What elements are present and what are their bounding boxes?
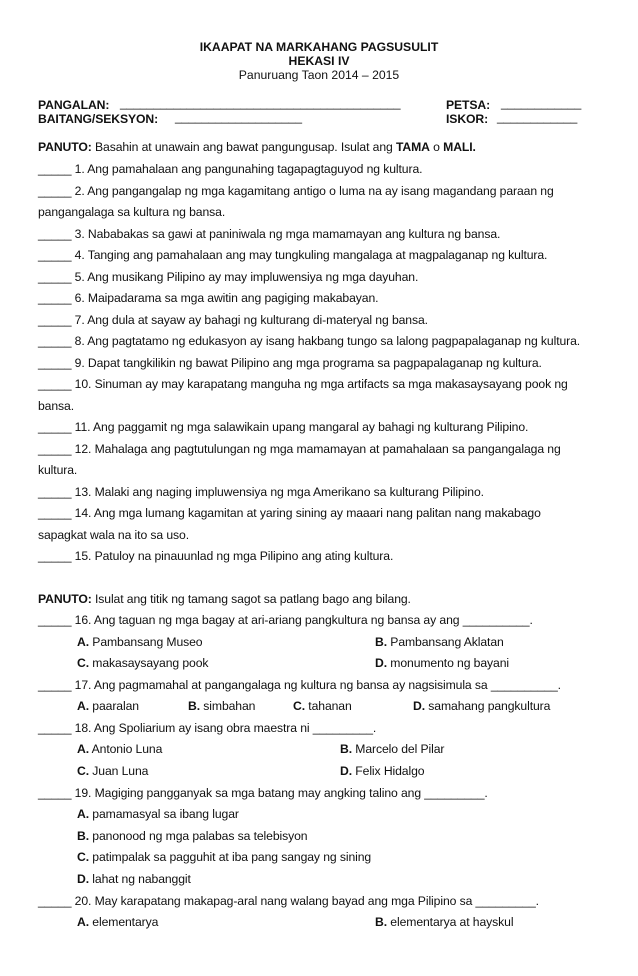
choice bbox=[188, 699, 255, 714]
choice-letter: A. bbox=[77, 699, 89, 713]
list-item: _____ 5. Ang musikang Pilipino ay may impluwensiya ng mga dayuhan. bbox=[38, 270, 419, 284]
choice-letter: B. bbox=[375, 915, 387, 929]
date-field-line: ____________ bbox=[501, 96, 582, 110]
choice bbox=[375, 635, 504, 650]
list-item: _____ 1. Ang pamahalaan ang pangunahing tagapagtaguyod ng kultura. bbox=[38, 162, 423, 176]
choice-text: Marcelo del Pilar bbox=[355, 742, 445, 756]
choice-letter: C. bbox=[77, 850, 89, 864]
choice bbox=[77, 699, 139, 714]
choice bbox=[77, 915, 158, 930]
choice bbox=[413, 699, 550, 714]
score-label: ISKOR: bbox=[446, 112, 489, 126]
choice bbox=[375, 915, 513, 930]
choice-text: samahang pangkultura bbox=[428, 699, 551, 713]
list-item: _____ 4. Tanging ang pamahalaan ang may tungkuling mangalaga at magpalaganap ng kultura. bbox=[38, 248, 548, 262]
list-item: _____ 7. Ang dula at sayaw ay bahagi ng kulturang di-materyal ng bansa. bbox=[38, 313, 428, 327]
list-item: _____ 3. Nababakas sa gawi at paniniwala ng mga mamamayan ang kultura ng bansa. bbox=[38, 227, 501, 241]
question-stem: _____ 19. Magiging pangganyak sa mga batang may angking talino ang _________. bbox=[38, 786, 488, 800]
choice bbox=[340, 742, 444, 757]
choice-letter: D. bbox=[77, 872, 89, 886]
choice bbox=[77, 656, 208, 671]
list-item: sapagkat wala na ito sa uso. bbox=[38, 528, 189, 542]
choice-text: lahat ng nabanggit bbox=[92, 872, 191, 886]
choice-letter: B. bbox=[188, 699, 200, 713]
exam-subject: HEKASI IV bbox=[288, 54, 350, 68]
choice bbox=[77, 742, 162, 757]
part2-instruction bbox=[38, 592, 411, 607]
question-stem: _____ 20. May karapatang makapag-aral nang walang bayad ang mga Pilipino sa _________. bbox=[38, 894, 539, 908]
choice-text: Pambansang Museo bbox=[92, 635, 203, 649]
part1-label: PANUTO: bbox=[38, 140, 92, 154]
list-item: _____ 6. Maipadarama sa mga awitin ang pagiging makabayan. bbox=[38, 291, 379, 305]
choice-letter: C. bbox=[77, 764, 89, 778]
choice-letter: B. bbox=[340, 742, 352, 756]
choice-letter: D. bbox=[413, 699, 425, 713]
list-item: _____ 15. Patuloy na pinauunlad ng mga Pilipino ang ating kultura. bbox=[38, 549, 394, 563]
list-item: _____ 14. Ang mga lumang kagamitan at yaring sining ay maaari nang palitan nang makabago bbox=[38, 506, 541, 520]
choice-text: monumento ng bayani bbox=[390, 656, 509, 670]
score-field-line: ____________ bbox=[497, 110, 578, 124]
choice-text: paaralan bbox=[92, 699, 139, 713]
choice-letter: D. bbox=[340, 764, 352, 778]
or-word: o bbox=[429, 140, 444, 154]
section-label: BAITANG/SEKSYON: bbox=[38, 112, 159, 126]
choice-letter: A. bbox=[77, 915, 89, 929]
choice-text: Felix Hidalgo bbox=[355, 764, 425, 778]
choice-letter: D. bbox=[375, 656, 387, 670]
choice bbox=[340, 764, 424, 779]
list-item: _____ 13. Malaki ang naging impluwensiya ng mga Amerikano sa kulturang Pilipino. bbox=[38, 485, 484, 499]
part2-instruction-text: Isulat ang titik ng tamang sagot sa patlang bago ang bilang. bbox=[91, 592, 411, 606]
choice-text: makasaysayang pook bbox=[92, 656, 209, 670]
list-item: _____ 8. Ang pagtatamo ng edukasyon ay isang hakbang tungo sa lalong pagpapalaganap ng kultura. bbox=[38, 334, 581, 348]
choice bbox=[77, 850, 371, 865]
choice bbox=[293, 699, 352, 714]
section-field-line: ___________________ bbox=[175, 110, 302, 124]
list-item: _____ 11. Ang paggamit ng mga salawikain upang mangaral ay bahagi ng kulturang Pilipino. bbox=[38, 420, 529, 434]
choice-text: tahanan bbox=[308, 699, 352, 713]
choice-text: elementarya bbox=[92, 915, 159, 929]
question-stem: _____ 16. Ang taguan ng mga bagay at ari-ariang pangkultura ng bansa ay ang __________. bbox=[38, 613, 533, 627]
part1-instruction-text: Basahin at unawain ang bawat pangungusap. Isulat ang bbox=[91, 140, 396, 154]
choice-text: Pambansang Aklatan bbox=[390, 635, 504, 649]
choice-letter: C. bbox=[293, 699, 305, 713]
choice-letter: B. bbox=[77, 829, 89, 843]
choice-text: Juan Luna bbox=[92, 764, 149, 778]
choice-text: elementarya at hayskul bbox=[390, 915, 514, 929]
choice-text: panonood ng mga palabas sa telebisyon bbox=[92, 829, 308, 843]
choice-letter: B. bbox=[375, 635, 387, 649]
date-label: PETSA: bbox=[446, 98, 491, 112]
choice-text: Antonio Luna bbox=[91, 742, 163, 756]
choice bbox=[375, 656, 509, 671]
list-item: _____ 10. Sinuman ay may karapatang manguha ng mga artifacts sa mga makasaysayang pook ng bbox=[38, 377, 568, 391]
choice-text: pamamasyal sa ibang lugar bbox=[92, 807, 239, 821]
name-field-line: __________________________________________ bbox=[120, 96, 401, 110]
choice-letter: A. bbox=[77, 807, 89, 821]
part1-instruction bbox=[38, 140, 476, 155]
choice bbox=[77, 635, 203, 650]
question-stem: _____ 18. Ang Spoliarium ay isang obra maestra ni _________. bbox=[38, 721, 377, 735]
list-item: _____ 9. Dapat tangkilikin ng bawat Pilipino ang mga programa sa pagpapalaganap ng kultura. bbox=[38, 356, 542, 370]
name-label: PANGALAN: bbox=[38, 98, 110, 112]
choice-text: patimpalak sa pagguhit at iba pang sangay ng sining bbox=[92, 850, 372, 864]
list-item: _____ 2. Ang pangangalap ng mga kagamitang antigo o luma na ay isang magandang paraan ng bbox=[38, 184, 554, 198]
choice-letter: C. bbox=[77, 656, 89, 670]
choice-letter: A. bbox=[77, 635, 89, 649]
list-item: bansa. bbox=[38, 399, 74, 413]
choice-letter: A. bbox=[77, 742, 89, 756]
school-year: Panuruang Taon 2014 – 2015 bbox=[238, 68, 400, 82]
choice bbox=[77, 764, 148, 779]
choice bbox=[77, 829, 307, 844]
part2-label: PANUTO: bbox=[38, 592, 92, 606]
choice bbox=[77, 872, 191, 887]
choice bbox=[77, 807, 239, 822]
list-item: pangangalaga sa kultura ng bansa. bbox=[38, 205, 226, 219]
question-stem: _____ 17. Ang pagmamahal at pangangalaga ng kultura ng bansa ay nagsisimula sa __________. bbox=[38, 678, 561, 692]
exam-title: IKAAPAT NA MARKAHANG PAGSUSULIT bbox=[199, 40, 439, 54]
list-item: kultura. bbox=[38, 463, 78, 477]
choice-text: simbahan bbox=[203, 699, 256, 713]
list-item: _____ 12. Mahalaga ang pagtutulungan ng mga mamamayan at pamahalaan sa pangangalaga ng bbox=[38, 442, 561, 456]
tama-keyword: TAMA bbox=[395, 140, 430, 154]
mali-keyword: MALI. bbox=[443, 140, 476, 154]
